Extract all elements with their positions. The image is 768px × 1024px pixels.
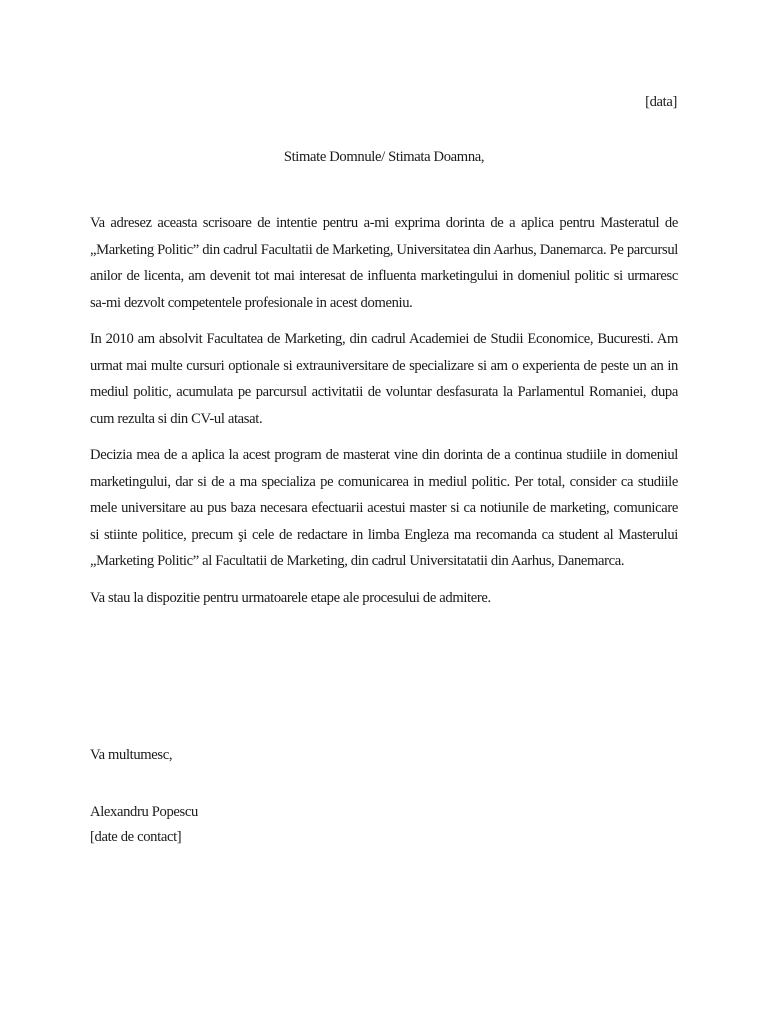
paragraph-intent: Va adresez aceasta scrisoare de intentie pentru a-mi exprima dorinta de a aplica pentru Masteratul de „Marketing Politic” din cadrul Facultatii de Marketing, Universitatea din Aarhus, Danemarca. Pe parcursul anilor de licenta, am devenit tot mai interesat de influenta marketingului in domeniul politic si urmaresc sa-mi dezvolt competentele profesionale in acest domeniu. — [90, 215, 678, 311]
sender-name: Alexandru Popescu — [90, 804, 198, 820]
letter-salutation: Stimate Domnule/ Stimata Doamna, — [283, 149, 485, 165]
sender-contact: [date de contact] — [90, 829, 182, 845]
letter-body — [90, 210, 678, 621]
paragraph-availability: Va stau la dispozitie pentru urmatoarele etape ale procesului de admitere. — [90, 589, 491, 606]
letter-signature — [90, 800, 198, 850]
letter-date: [data] — [645, 94, 677, 110]
paragraph-motivation: Decizia mea de a aplica la acest program de masterat vine din dorinta de a continua studiile in domeniul marketingului, dar si de a ma specializa pe comunicarea in mediul politic. Per total, consider ca studiile mele universitare au pus baza necesara efectuarii acestui master si ca notiunile de marketing, comunicare si stiinte politice, precum şi cele de redactare in limba Engleza ma recomanda ca student al Masterului „Marketing Politic” al Facultatii de Marketing, din cadrul Universitatatii din Aarhus, Danemarca. — [90, 447, 678, 569]
letter-closing: Va multumesc, — [90, 747, 173, 763]
paragraph-education: In 2010 am absolvit Facultatea de Marketing, din cadrul Academiei de Studii Economice, Bucuresti. Am urmat mai multe cursuri optionale si extrauniversitare de specializare si am o experienta de peste un an in mediul politic, acumulata pe parcursul activitatii de voluntar desfasurata la Parlamentul Romaniei, dupa cum rezulta si din CV-ul atasat. — [90, 331, 678, 427]
